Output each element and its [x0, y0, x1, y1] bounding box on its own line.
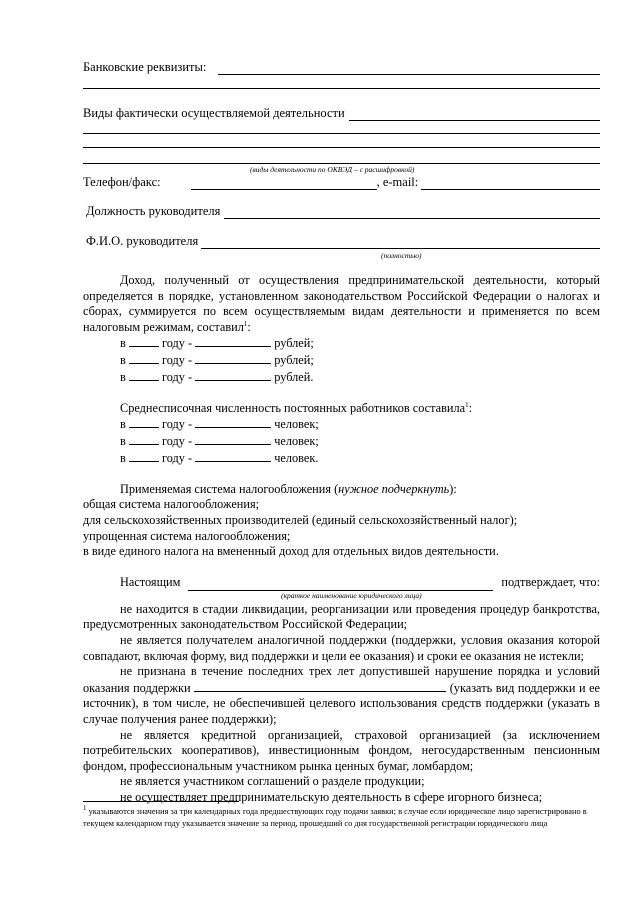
activity-hint: (виды деятельности по ОКВЭД – с расшифровкой) [250, 165, 415, 174]
support-source-field[interactable] [194, 680, 446, 692]
tax-option-4[interactable]: в виде единого налога на вмененный доход для отдельных видов деятельности. [83, 544, 499, 559]
fio-hint: (полностью) [381, 251, 422, 260]
income-year-3[interactable] [129, 369, 159, 381]
activity-line-4[interactable] [83, 163, 600, 164]
confirm-item-2: не является получателем аналогичной поддержки (поддержки, условия оказания которой совпадают, включая форму, вид поддержки и цели ее оказания) и сроки ее оказания не истекли; [83, 633, 600, 663]
employees-row-3: в году - человек. [120, 450, 319, 465]
employees-footnote-ref: 1 [465, 400, 469, 409]
bank-details-label: Банковские реквизиты: [83, 60, 207, 74]
employees-row-2: в году - человек; [120, 433, 319, 448]
activity-label: Виды фактически осуществляемой деятельности [83, 106, 345, 120]
employees-count-1[interactable] [195, 416, 271, 428]
bank-details-line-2[interactable] [83, 88, 600, 89]
confirm-item-3: не признана в течение последних трех лет допустившей нарушение порядка и условий оказания поддержки (указать вид поддержки и ее источник), в том числе, не обеспечившей целевого использования средств поддержки (указать в случае получения ранее поддержки); [83, 664, 601, 727]
income-amount-2[interactable] [195, 352, 271, 364]
bank-details-row [83, 60, 600, 75]
footnote-marker: 1 [83, 804, 87, 813]
fio-field[interactable] [201, 236, 600, 249]
footnote-separator [83, 801, 239, 802]
company-short-name-field[interactable] [188, 578, 493, 591]
income-year-1[interactable] [129, 335, 159, 347]
position-field[interactable] [224, 206, 600, 219]
footnote-text: указываются значения за три календарных года предшествующих году подачи заявки; в случае если юридическое лицо зарегистрировано в текущем календарном году указывается значение за период, прошедший со дня государственной регистрации юридического лица [83, 807, 587, 829]
bank-details-field[interactable] [218, 62, 600, 75]
employees-heading: Среднесписочная численность постоянных работников составила$^1$: [120, 400, 472, 415]
income-row-3: в году - рублей. [120, 369, 314, 384]
fio-row [86, 234, 600, 249]
fio-label: Ф.И.О. руководителя [86, 234, 199, 248]
income-row-2: в году - рублей; [120, 352, 314, 367]
confirm-item-4: не является кредитной организацией, страховой организацией (за исключением потребительских кооперативов), инвестиционным фондом, негосударственным пенсионным фондом, профессиональным участником рынка ценных бумаг, ломбардом; [83, 727, 600, 773]
email-label: , e-mail: [376, 175, 419, 189]
income-footnote-ref: 1 [243, 319, 248, 328]
employees-count-3[interactable] [195, 450, 271, 462]
income-amount-3[interactable] [195, 369, 271, 381]
confirm-item-5: не является участником соглашений о разделе продукции; [120, 774, 425, 789]
employees-count-2[interactable] [195, 433, 271, 445]
activity-line-2[interactable] [83, 133, 600, 134]
phone-label: Телефон/факс: [83, 175, 161, 189]
email-field[interactable] [421, 177, 600, 190]
tax-option-1[interactable]: общая система налогообложения; [83, 497, 260, 512]
activity-field[interactable] [349, 108, 600, 121]
employees-row-1: в году - человек; [120, 417, 319, 432]
position-label: Должность руководителя [86, 204, 221, 218]
income-amount-1[interactable] [195, 335, 271, 347]
income-paragraph: Доход, полученный от осуществления предпринимательской деятельности, который определяется в порядке, установленном законодательством Российской Федерации о налогах и сборах, суммируется по всем осуществляемым видам деятельности и применяется по всем налоговым режимам, составил$^1$: [83, 273, 600, 334]
form-body [83, 273, 600, 806]
employees-year-3[interactable] [129, 450, 159, 462]
activity-row [83, 106, 600, 121]
tax-option-3[interactable]: упрощенная система налогообложения; [83, 528, 291, 543]
income-year-2[interactable] [129, 352, 159, 364]
employees-year-2[interactable] [129, 433, 159, 445]
income-text: Доход, полученный от осуществления предпринимательской деятельности, который определяется в порядке, установленном законодательством Российской Федерации о налогах и сборах, суммируется по всем осуществляемым видам деятельности и применяется по всем налоговым режимам, составил [83, 273, 600, 334]
confirm-row: Настоящим подтверждает, что: [120, 575, 600, 590]
position-row [86, 204, 600, 219]
company-hint: (краткое наименование юридического лица) [281, 590, 422, 600]
income-row-1: в году - рублей; [120, 336, 314, 351]
contacts-row [83, 175, 600, 190]
confirm-item-6: не осуществляет предпринимательскую деятельность в сфере игорного бизнеса; [120, 790, 543, 804]
activity-line-3[interactable] [83, 147, 600, 148]
phone-field[interactable] [191, 177, 377, 190]
tax-option-2[interactable]: для сельскохозяйственных производителей (единый сельскохозяйственный налог); [83, 512, 518, 527]
footnote [83, 806, 600, 830]
confirm-item-1: не находится в стадии ликвидации, реорганизации или проведения процедур банкротства, предусмотренных законодательством Российской Федерации; [83, 601, 600, 632]
employees-year-1[interactable] [129, 416, 159, 428]
tax-heading: Применяемая система налогообложения (нужное подчеркнуть): [120, 481, 457, 496]
